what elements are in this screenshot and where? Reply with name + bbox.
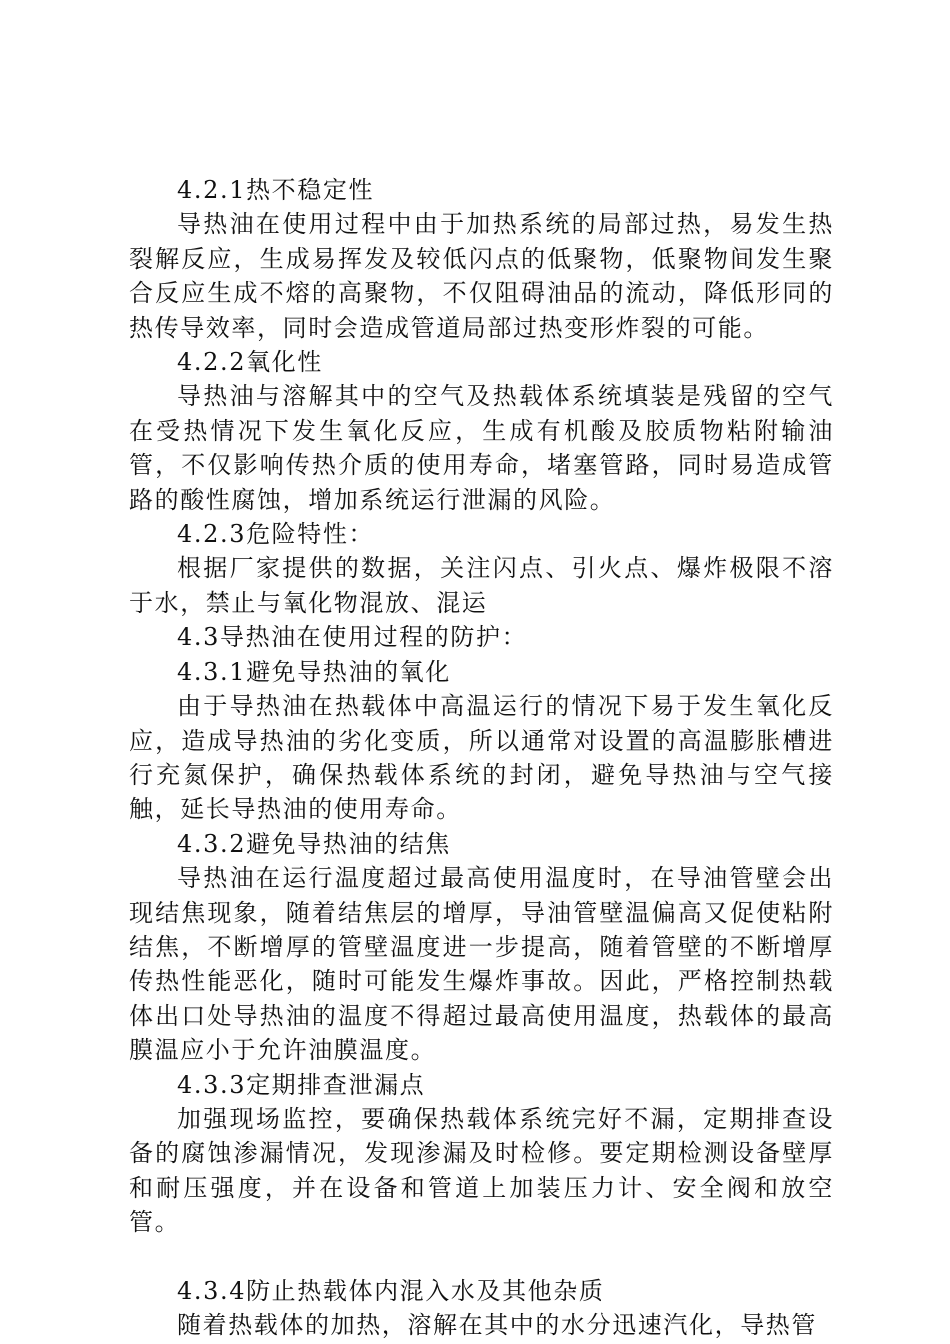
section-heading-4-3: 4.3导热油在使用过程的防护： <box>177 623 528 652</box>
section-heading-4-3-4: 4.3.4防止热载体内混入水及其他杂质 <box>177 1276 605 1305</box>
paragraph-hazard-properties: 根据厂家提供的数据，关注闪点、引火点、爆炸极限不溶于水，禁止与氧化物混放、混运 <box>129 554 834 617</box>
section-heading-4-2-2: 4.2.2氧化性 <box>177 348 323 377</box>
paragraph-leak-inspection: 加强现场监控，要确保热载体系统完好不漏，定期排查设备的腐蚀渗漏情况，发现渗漏及时检修。要定期检测设备壁厚和耐压强度，并在设备和管道上加装压力计、安全阀和放空管。 <box>129 1104 834 1237</box>
paragraph-avoid-oxidation: 由于导热油在热载体中高温运行的情况下易于发生氧化反应，造成导热油的劣化变质，所以通常对设置的高温膨胀槽进行充氮保护，确保热载体系统的封闭，避免导热油与空气接触，延长导热油的使用寿命。 <box>129 692 834 824</box>
paragraph-thermal-instability: 导热油在使用过程中由于加热系统的局部过热，易发生热裂解反应，生成易挥发及较低闪点的低聚物，低聚物间发生聚合反应生成不熔的高聚物，不仅阻碍油品的流动，降低形同的热传导效率，同时会造成管道局部过热变形炸裂的可能。 <box>129 210 834 342</box>
blank-line <box>129 1240 834 1274</box>
paragraph-avoid-coking: 导热油在运行温度超过最高使用温度时，在导油管壁会出现结焦现象，随着结焦层的增厚，导油管壁温偏高又促使粘附结焦，不断增厚的管壁温度进一步提高，随着管壁的不断增厚传热性能恶化，随时可能发生爆炸事故。因此，严格控制热载体出口处导热油的温度不得超过最高使用温度，热载体的最高膜温应小于允许油膜温度。 <box>129 864 834 1065</box>
paragraph-oxidation: 导热油与溶解其中的空气及热载体系统填装是残留的空气在受热情况下发生氧化反应，生成有机酸及胶质物粘附输油管，不仅影响传热介质的使用寿命，堵塞管路，同时易造成管路的酸性腐蚀，增加系统运行泄漏的风险。 <box>129 382 834 514</box>
paragraph-prevent-water: 随着热载体的加热，溶解在其中的水分迅速汽化，导热管 <box>177 1311 817 1340</box>
section-heading-4-3-2: 4.3.2避免导热油的结焦 <box>177 829 451 858</box>
document-body <box>129 173 834 1343</box>
section-heading-4-3-1: 4.3.1避免导热油的氧化 <box>177 657 451 686</box>
section-heading-4-2-3: 4.2.3危险特性： <box>177 520 375 549</box>
section-heading-4-2-1: 4.2.1热不稳定性 <box>177 176 375 204</box>
section-heading-4-3-3: 4.3.3定期排查泄漏点 <box>177 1070 426 1099</box>
